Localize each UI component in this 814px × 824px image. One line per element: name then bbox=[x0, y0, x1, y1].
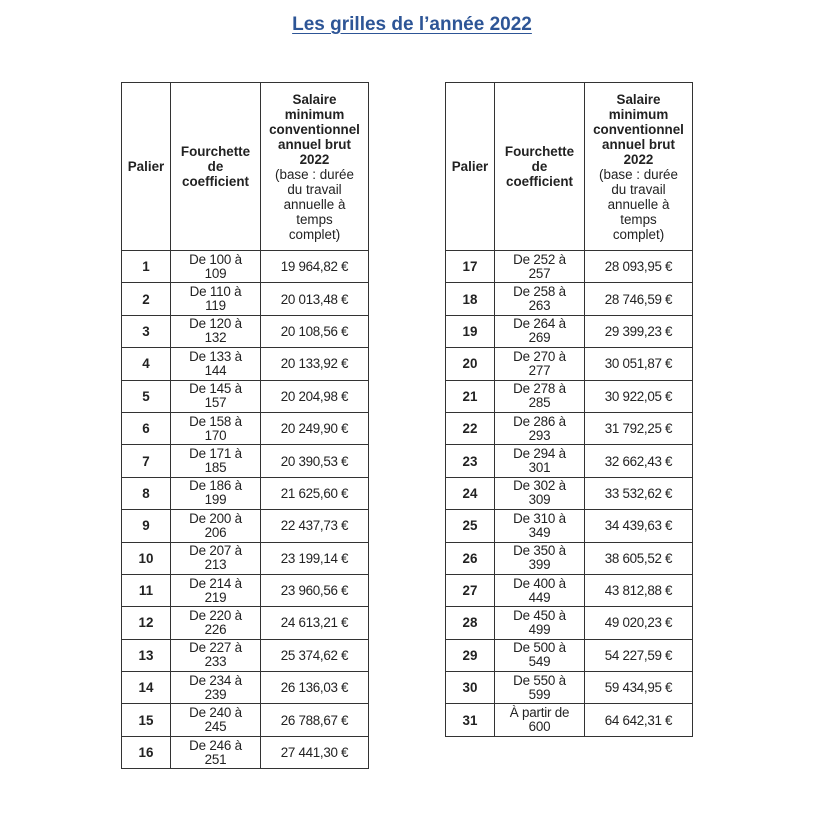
salary-grid-table-left bbox=[121, 82, 369, 769]
coefficient-range-cell bbox=[171, 251, 261, 283]
range-line: 499 bbox=[528, 621, 551, 637]
table-row bbox=[122, 736, 369, 768]
palier-cell: 18 bbox=[446, 283, 495, 315]
table-row bbox=[446, 283, 693, 315]
coefficient-range-cell bbox=[495, 510, 585, 542]
coefficient-range-cell bbox=[495, 251, 585, 283]
coefficient-range-cell bbox=[171, 477, 261, 509]
table-row bbox=[446, 315, 693, 347]
palier-cell: 15 bbox=[122, 704, 171, 736]
salaire-cell: 22 437,73 € bbox=[261, 510, 369, 542]
table-row bbox=[446, 639, 693, 671]
table-row bbox=[122, 639, 369, 671]
table-row bbox=[122, 348, 369, 380]
range-line: De 227 à bbox=[189, 640, 242, 656]
coefficient-range-cell bbox=[495, 283, 585, 315]
range-line: 170 bbox=[204, 427, 227, 443]
range-line: 219 bbox=[204, 589, 227, 605]
range-line: De 100 à bbox=[189, 251, 242, 267]
range-line: De 550 à bbox=[513, 672, 566, 688]
table-row bbox=[122, 251, 369, 283]
range-line: 285 bbox=[528, 395, 551, 411]
salaire-cell: 26 788,67 € bbox=[261, 704, 369, 736]
table-row bbox=[446, 574, 693, 606]
salaire-cell: 32 662,43 € bbox=[585, 445, 693, 477]
header-line: Fourchette bbox=[180, 144, 251, 159]
range-line: De 252 à bbox=[513, 251, 566, 267]
coefficient-range-cell bbox=[171, 412, 261, 444]
range-line: 449 bbox=[528, 589, 551, 605]
header-fourchette bbox=[495, 83, 585, 251]
header-note-line: annuelle à bbox=[283, 196, 346, 212]
salaire-cell: 19 964,82 € bbox=[261, 251, 369, 283]
coefficient-range-cell bbox=[171, 348, 261, 380]
palier-cell: 6 bbox=[122, 412, 171, 444]
coefficient-range-cell bbox=[495, 412, 585, 444]
range-line: De 264 à bbox=[513, 316, 566, 332]
palier-cell: 21 bbox=[446, 380, 495, 412]
header-note-line: complet) bbox=[288, 226, 341, 242]
range-line: De 186 à bbox=[189, 478, 242, 494]
table-row bbox=[446, 607, 693, 639]
range-line: De 302 à bbox=[513, 478, 566, 494]
palier-cell: 4 bbox=[122, 348, 171, 380]
salaire-cell: 43 812,88 € bbox=[585, 574, 693, 606]
palier-cell: 5 bbox=[122, 380, 171, 412]
header-note-line: (base : durée bbox=[599, 166, 678, 182]
range-line: 206 bbox=[204, 524, 227, 540]
table-row bbox=[122, 283, 369, 315]
range-line: 239 bbox=[204, 686, 227, 702]
range-line: De 310 à bbox=[513, 510, 566, 526]
table-row bbox=[446, 251, 693, 283]
header-line: coefficient bbox=[182, 174, 249, 189]
header-line: conventionnel bbox=[593, 121, 684, 137]
coefficient-range-cell bbox=[171, 736, 261, 768]
header-line: Salaire bbox=[292, 91, 337, 107]
header-line: de bbox=[207, 159, 224, 174]
range-line: De 133 à bbox=[189, 348, 242, 364]
table-row bbox=[446, 348, 693, 380]
palier-cell: 8 bbox=[122, 477, 171, 509]
coefficient-range-cell bbox=[171, 315, 261, 347]
palier-cell: 2 bbox=[122, 283, 171, 315]
header-salaire bbox=[585, 83, 693, 251]
table-row bbox=[122, 704, 369, 736]
table-row bbox=[122, 607, 369, 639]
range-line: De 145 à bbox=[189, 381, 242, 397]
table-row bbox=[446, 542, 693, 574]
range-line: De 171 à bbox=[189, 446, 242, 462]
table-row bbox=[122, 315, 369, 347]
table-row bbox=[446, 510, 693, 542]
coefficient-range-cell bbox=[495, 348, 585, 380]
palier-cell: 25 bbox=[446, 510, 495, 542]
range-line: De 214 à bbox=[189, 575, 242, 591]
table-row bbox=[122, 672, 369, 704]
coefficient-range-cell bbox=[495, 639, 585, 671]
range-line: 399 bbox=[528, 557, 551, 573]
range-line: De 350 à bbox=[513, 543, 566, 559]
salaire-cell: 23 199,14 € bbox=[261, 542, 369, 574]
salaire-cell: 26 136,03 € bbox=[261, 672, 369, 704]
salaire-cell: 23 960,56 € bbox=[261, 574, 369, 606]
palier-cell: 16 bbox=[122, 736, 171, 768]
palier-cell: 3 bbox=[122, 315, 171, 347]
palier-cell: 13 bbox=[122, 639, 171, 671]
header-line: 2022 bbox=[299, 151, 330, 167]
salaire-cell: 59 434,95 € bbox=[585, 672, 693, 704]
range-line: 226 bbox=[204, 621, 227, 637]
salaire-cell: 38 605,52 € bbox=[585, 542, 693, 574]
range-line: 549 bbox=[528, 654, 551, 670]
header-line: annuel brut bbox=[602, 136, 675, 152]
table-row bbox=[122, 412, 369, 444]
header-palier: Palier bbox=[122, 83, 171, 251]
range-line: De 158 à bbox=[189, 413, 242, 429]
salaire-cell: 28 093,95 € bbox=[585, 251, 693, 283]
range-line: De 200 à bbox=[189, 510, 242, 526]
palier-cell: 10 bbox=[122, 542, 171, 574]
palier-cell: 29 bbox=[446, 639, 495, 671]
palier-cell: 22 bbox=[446, 412, 495, 444]
table-row bbox=[446, 704, 693, 736]
range-line: De 258 à bbox=[513, 284, 566, 300]
range-line: À partir de bbox=[509, 705, 570, 721]
range-line: De 286 à bbox=[513, 413, 566, 429]
palier-cell: 26 bbox=[446, 542, 495, 574]
range-line: 119 bbox=[205, 298, 226, 314]
header-line: annuel brut bbox=[278, 136, 351, 152]
coefficient-range-cell bbox=[171, 672, 261, 704]
palier-cell: 7 bbox=[122, 445, 171, 477]
range-line: 269 bbox=[528, 330, 551, 346]
range-line: 251 bbox=[204, 751, 227, 767]
table-row bbox=[122, 510, 369, 542]
salaire-cell: 20 013,48 € bbox=[261, 283, 369, 315]
palier-cell: 28 bbox=[446, 607, 495, 639]
salaire-cell: 25 374,62 € bbox=[261, 639, 369, 671]
range-line: 600 bbox=[528, 719, 551, 735]
range-line: De 270 à bbox=[513, 348, 566, 364]
table-row bbox=[122, 477, 369, 509]
header-note-line: temps bbox=[620, 211, 657, 227]
salaire-cell: 34 439,63 € bbox=[585, 510, 693, 542]
table-row bbox=[446, 380, 693, 412]
coefficient-range-cell bbox=[171, 283, 261, 315]
header-note-line: annuelle à bbox=[607, 196, 670, 212]
range-line: 109 bbox=[204, 265, 227, 281]
coefficient-range-cell bbox=[171, 574, 261, 606]
coefficient-range-cell bbox=[171, 639, 261, 671]
salaire-cell: 27 441,30 € bbox=[261, 736, 369, 768]
range-line: 185 bbox=[204, 460, 227, 476]
range-line: De 240 à bbox=[189, 705, 242, 721]
coefficient-range-cell bbox=[495, 704, 585, 736]
salaire-cell: 54 227,59 € bbox=[585, 639, 693, 671]
range-line: 349 bbox=[528, 524, 551, 540]
range-line: De 500 à bbox=[513, 640, 566, 656]
salaire-cell: 20 108,56 € bbox=[261, 315, 369, 347]
coefficient-range-cell bbox=[171, 380, 261, 412]
salaire-cell: 49 020,23 € bbox=[585, 607, 693, 639]
range-line: De 220 à bbox=[189, 607, 242, 623]
palier-cell: 30 bbox=[446, 672, 495, 704]
header-note-line: du travail bbox=[287, 181, 342, 197]
header-line: 2022 bbox=[623, 151, 654, 167]
range-line: 144 bbox=[204, 362, 227, 378]
header-line: minimum bbox=[284, 106, 345, 122]
salaire-cell: 29 399,23 € bbox=[585, 315, 693, 347]
range-line: De 234 à bbox=[189, 672, 242, 688]
coefficient-range-cell bbox=[171, 510, 261, 542]
coefficient-range-cell bbox=[495, 574, 585, 606]
salaire-cell: 20 133,92 € bbox=[261, 348, 369, 380]
salaire-cell: 20 204,98 € bbox=[261, 380, 369, 412]
range-line: 293 bbox=[528, 427, 551, 443]
range-line: 301 bbox=[528, 460, 551, 476]
range-line: De 278 à bbox=[513, 381, 566, 397]
range-line: 199 bbox=[204, 492, 227, 508]
table-row bbox=[446, 477, 693, 509]
header-line: de bbox=[531, 159, 548, 174]
coefficient-range-cell bbox=[495, 315, 585, 347]
range-line: 233 bbox=[204, 654, 227, 670]
range-line: De 246 à bbox=[189, 737, 242, 753]
document-title: Les grilles de l’année 2022 bbox=[292, 14, 532, 35]
palier-cell: 19 bbox=[446, 315, 495, 347]
palier-cell: 14 bbox=[122, 672, 171, 704]
range-line: 309 bbox=[528, 492, 551, 508]
table-header-row bbox=[446, 83, 693, 251]
table-row bbox=[122, 542, 369, 574]
salaire-cell: 20 390,53 € bbox=[261, 445, 369, 477]
range-line: 277 bbox=[528, 362, 551, 378]
palier-cell: 27 bbox=[446, 574, 495, 606]
range-line: De 294 à bbox=[513, 446, 566, 462]
range-line: De 450 à bbox=[513, 607, 566, 623]
header-line: conventionnel bbox=[269, 121, 360, 137]
table-row bbox=[446, 672, 693, 704]
salaire-cell: 20 249,90 € bbox=[261, 412, 369, 444]
table-row bbox=[122, 445, 369, 477]
table-row bbox=[446, 445, 693, 477]
salaire-cell: 30 922,05 € bbox=[585, 380, 693, 412]
coefficient-range-cell bbox=[495, 445, 585, 477]
salary-grid-table-right bbox=[445, 82, 693, 737]
salaire-cell: 30 051,87 € bbox=[585, 348, 693, 380]
header-line: coefficient bbox=[506, 174, 573, 189]
header-note-line: complet) bbox=[612, 226, 665, 242]
palier-cell: 12 bbox=[122, 607, 171, 639]
coefficient-range-cell bbox=[171, 704, 261, 736]
palier-cell: 9 bbox=[122, 510, 171, 542]
header-note-line: temps bbox=[296, 211, 333, 227]
range-line: 213 bbox=[204, 557, 227, 573]
header-note-line: (base : durée bbox=[275, 166, 354, 182]
salaire-cell: 33 532,62 € bbox=[585, 477, 693, 509]
palier-cell: 20 bbox=[446, 348, 495, 380]
salaire-cell: 28 746,59 € bbox=[585, 283, 693, 315]
palier-cell: 23 bbox=[446, 445, 495, 477]
header-line: Salaire bbox=[616, 91, 661, 107]
coefficient-range-cell bbox=[495, 672, 585, 704]
coefficient-range-cell bbox=[171, 542, 261, 574]
salaire-cell: 31 792,25 € bbox=[585, 412, 693, 444]
coefficient-range-cell bbox=[495, 380, 585, 412]
coefficient-range-cell bbox=[495, 477, 585, 509]
table-row bbox=[446, 412, 693, 444]
range-line: 245 bbox=[204, 719, 227, 735]
salaire-cell: 24 613,21 € bbox=[261, 607, 369, 639]
header-note-line: du travail bbox=[611, 181, 666, 197]
range-line: De 207 à bbox=[189, 543, 242, 559]
palier-cell: 11 bbox=[122, 574, 171, 606]
range-line: De 400 à bbox=[513, 575, 566, 591]
coefficient-range-cell bbox=[171, 445, 261, 477]
header-line: Fourchette bbox=[504, 144, 575, 159]
coefficient-range-cell bbox=[495, 607, 585, 639]
table-header-row bbox=[122, 83, 369, 251]
table-row bbox=[122, 380, 369, 412]
range-line: 599 bbox=[528, 686, 551, 702]
header-fourchette bbox=[171, 83, 261, 251]
range-line: 157 bbox=[204, 395, 227, 411]
range-line: 132 bbox=[204, 330, 227, 346]
palier-cell: 17 bbox=[446, 251, 495, 283]
range-line: 257 bbox=[528, 265, 551, 281]
header-palier: Palier bbox=[446, 83, 495, 251]
table-row bbox=[122, 574, 369, 606]
palier-cell: 24 bbox=[446, 477, 495, 509]
coefficient-range-cell bbox=[171, 607, 261, 639]
coefficient-range-cell bbox=[495, 542, 585, 574]
range-line: 263 bbox=[528, 298, 551, 314]
salaire-cell: 64 642,31 € bbox=[585, 704, 693, 736]
palier-cell: 1 bbox=[122, 251, 171, 283]
palier-cell: 31 bbox=[446, 704, 495, 736]
range-line: De 120 à bbox=[189, 316, 242, 332]
header-salaire bbox=[261, 83, 369, 251]
header-line: minimum bbox=[608, 106, 669, 122]
range-line: De 110 à bbox=[189, 284, 242, 300]
salaire-cell: 21 625,60 € bbox=[261, 477, 369, 509]
